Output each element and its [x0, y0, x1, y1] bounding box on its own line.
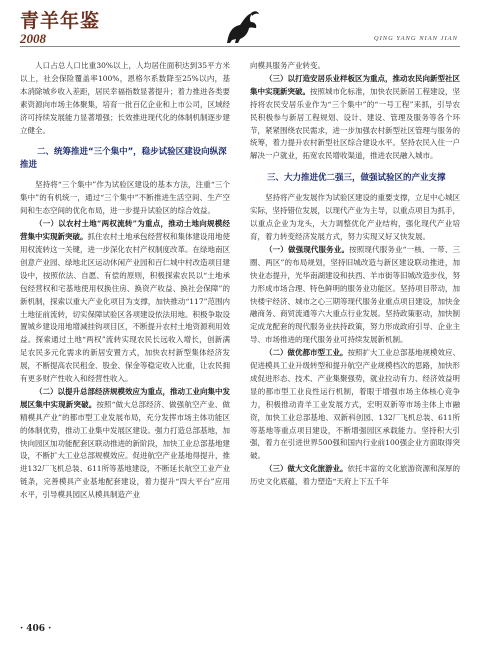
paragraph-body: 依托丰富的文化旅游资源和深厚的历史文化底蕴，着力塑造“天府上下五千年: [250, 464, 460, 487]
logo-text: 青羊年鉴: [20, 11, 101, 32]
logo-year: 2008: [20, 31, 46, 46]
yearbook-logo: [20, 12, 100, 46]
right-column: [250, 60, 460, 489]
page-number: · 406 ·: [20, 624, 52, 634]
book-title-latin: QING YANG NIAN JIAN: [373, 35, 458, 42]
paragraph-body: 按照“做大总部经济、做强航空产业、做精模具产业”的都市型工业发展布局，充分发挥市场主体功能区的体制优势，推动工业集中发展区建设。强力打造总部基地，加快向园区加功能配套区联动推进的新阶段，加快工业总部基地建设，不断扩大工业总部规模效应。促进航空产业基地得提升，推进132厂飞机总装、611所等基地建设，不断延长航空工业产业链条，完善模具产业基地配套建设，着力提升“四大平台”应用水平，引导模具园区从模具制造产业: [20, 399, 230, 500]
header-rule: [20, 46, 460, 47]
paragraph: [250, 347, 460, 463]
page-header: [0, 0, 480, 58]
section-heading: 二、统筹推进“三个集中”，稳步试验区建设向纵深推进: [20, 147, 227, 171]
paragraph: 坚持将“三个集中”作为试验区建设的基本方法，注重“三个集中”的有机统一，通过“三个集中”不断推进生活空间、生产空间和生态空间的优化布局，进一步提升试验区的综合效益。: [20, 180, 230, 216]
left-column: [20, 60, 230, 502]
paragraph-body: 按照现代服务业“一核、一带、三圈、两区”的布局规划，坚持旧城改造与新区建设联动推进，加快业态提升，光华南湖建设和扶西、羊市街等旧城改造步伐，努力形成市场合理、特色鲜明的服务业功能区。坚持项目带动，加快楼宇经济、城市之心三期等现代服务业重点项目建设，加快金融商务、商贸流通等六大重点行业发展。坚持政策驱动，加快制定成龙配套的现代服务业扶持政策，努力形成政府引导、企业主导、市场推进的现代服务业可持续发展新机制。: [250, 244, 460, 345]
subheading: （一）以农村土地“两权流转”为重点，推动土地向规模经营集中实现新突破。: [20, 219, 230, 242]
subheading: （一）做强现代服务业。: [265, 244, 350, 254]
paragraph-body: 按照扩大工业总部基地规模效应、促进模具工业升级转型和提升航空产业规模档次的思路，加快形成促进形态、技术、产业集聚强势，就业拉动有力、经济效益明显的都市型工业良性运行机制，着眼于增强市场主体核心竞争力，积极推动青羊工业发展方式，宏明双新等市场主体上市融资，加快工业总部基地、双新科创园、132厂飞机总装、611所等基地等重点项目建设，不断增强园区承载能力。坚持积大引强，着力在引进世界500强和国内行业前100强企业方面取得突破。: [250, 348, 460, 461]
paragraph-body: 抓住农村土地承包经营权和集体建设用地使用权流转这一关键，进一步深化农村产权制度改革。在绿地南区创意产业园、绿地北区运动休闲产业园和百仁城中村改造项目建设中，按照依法、自愿、有偿的原则，积极探索农民以“土地承包经营权和宅基地使用权换住房、换资产收益、换社会保障”的新机制，探索以重大产业化项目为支撑，加快推动“117”范围内土地征前流转，切实保障试验区各项建设依法用地。积极争取设置城乡建设用地增减挂钩项目区，不断提升农村土地资源利用效益。探索通过土地“两权”流转实现农民长远收入增长，创新满足农民多元化需求的新居安置方式，加快农村新型集体经济发展，不断提高农民租金、股金、保金等稳定收入比重，让农民拥有更多财产性收入和经营性收入。: [20, 232, 230, 384]
paragraph: 坚持将产业发展作为试验区建设的重要支撑，立足中心城区实际，坚持错位发展，以现代产业为主导，以重点项目为抓手，以重点企业为龙头，大力调整优化产业结构，强化现代产业培育，着力转变经济发展方式，努力实现又好又快发展。: [250, 193, 460, 241]
subheading: （二）以提升总部经济规模效应为重点，推动工业向集中发展区集中实现新突破。: [20, 386, 230, 409]
subheading: （三）做大文化旅游业。: [265, 464, 348, 474]
paragraph: [250, 463, 460, 489]
section-heading: 三、大力推进优二强三，做强试验区的产业支撑: [267, 173, 446, 184]
paragraph: [250, 73, 460, 163]
subheading: （二）做优都市型工业。: [265, 348, 348, 358]
paragraph-body: 按照城市化标准，加快农民新居工程建设，坚持将农民安居乐业作为“三个集中”的“一号工程”来抓，引导农民积极参与新居工程规划、设计、建设、管理及服务等各个环节，紧紧围绕农民需求，进一步加强农村新型社区管理与服务的统筹，着力提升农村新型社区综合建设水平。坚持农民入住一户解决一户就业，拓宽农民增收渠道，推进农民融入城市。: [250, 86, 460, 161]
paragraph: [250, 244, 460, 347]
goat-emblem-icon: [222, 8, 262, 46]
paragraph: 向模具服务产业转变。: [250, 61, 325, 70]
subheading: （三）以打造安居乐业样板区为重点，推动农民向新型社区集中实现新突破。: [250, 73, 460, 96]
paragraph: [20, 386, 230, 502]
paragraph: 人口占总人口比重30%以上，人均居住面积达到35平方米以上，社会保险覆盖率100%，恩格尔系数降至25%以内，基本消除城乡收入差距，居民幸福指数显著提升；着力推进各类要素资源向市场主体聚集，培育一批百亿企业和上市公司，区域经济可持续发展能力显著增强；长效推进现代化的体制机制逐步建立健全。: [20, 61, 230, 135]
paragraph: [20, 218, 230, 386]
